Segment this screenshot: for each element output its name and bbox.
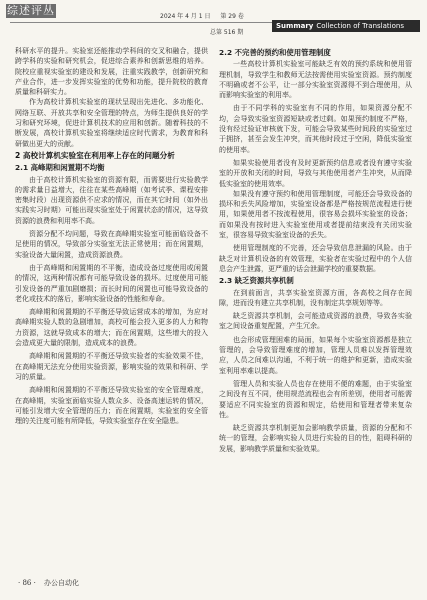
page-footer bbox=[18, 578, 79, 588]
issue-info bbox=[160, 11, 252, 20]
header-rule bbox=[10, 22, 272, 23]
subsection-heading: 2.1 高峰期和闲置期不均衡 bbox=[15, 163, 105, 173]
paragraph: 由于高校计算机实验室的资源有限，而需要进行实验教学的需求量日益增大，往往在某些高峰期（如考试季、课程安排密集时段）出现资源供不应求的情况，而在其它时间（如外出实践实习时期）可能出现实验室处于闲置状态的情况，这导致资源的浪费和利用率不高。 bbox=[15, 175, 208, 225]
paragraph: 使用管理制度的不完善，还会导致信息泄漏的风险。由于缺乏对计算机设备的有效管理，实验者在实验过程中的个人信息会产生泄露，更严重的话会泄漏学校的重要数据。 bbox=[219, 244, 412, 273]
section-heading: 2 高校计算机实验室在利用率上存在的问题分析 bbox=[15, 150, 175, 160]
section-banner-subtitle: Collection of Translations bbox=[316, 22, 404, 30]
right-column bbox=[219, 46, 412, 454]
subsection-heading: 2.3 缺乏资源共享机制 bbox=[219, 276, 294, 286]
paragraph: 由于不同学科的实验室有不同的作用，如果资源分配不均，会导致实验室资源短缺或者过剩。如果预约制度不严格，没有经过验证审核就下发，可能会导致某些时间段的实验室过于拥挤，甚至会发生冲突，而其他时段过于空闲，降低实验室的使用率。 bbox=[219, 104, 412, 154]
page-header bbox=[0, 0, 427, 42]
left-column bbox=[15, 46, 208, 426]
section-banner-title: Summary bbox=[276, 22, 314, 30]
paragraph: 高峰期和闲置期的不平衡还导致实验者的实验效果不佳，在高峰期无法充分使用实验资源，影响实验的效果和科研、学习的质量。 bbox=[15, 352, 208, 381]
paragraph: 在到前面言，共享实验室资源方面，各高校之间存在间隙，进而没有建立共享机制，没有制定共享规划等等。 bbox=[219, 288, 412, 307]
issue-volume: 第 29 卷 bbox=[220, 13, 244, 20]
paragraph: 缺乏资源共享机制更加会影响教学质量，资源的分配和不统一的管理，会影响实验人员进行实验的目的性，阻碍科研的发展，影响教学质量和实验效果。 bbox=[219, 424, 412, 453]
paragraph: 高峰期和闲置期的不平衡还导致运营成本的增加，为应对高峰期实验人数的急剧增加，高校可能会投入更多的人力和物力资源，这就导致成本的增大；而在闲置期，这些增大的投入会造成更大量的限制，造成成本的浪费。 bbox=[15, 308, 208, 348]
paragraph: 资源分配不均问题，导致在高峰期实验室可能面临设备不足使用的情况，导致部分实验室无法正常使用；而在闲置期，实验设备大量闲置，造成资源浪费。 bbox=[15, 230, 208, 259]
paragraph: 也会形成管理困难的局面，如果每个实验室资源都是独立管理的，会导致管理难度的增加，管理人员难以发挥管理效应，人员之间难以沟通，不利于统一的维护和更新，造成实验室利用率难以提高。 bbox=[219, 335, 412, 375]
paragraph: 缺乏资源共享机制，会可能造成资源的浪费，导致各实验室之间设备重复配置，产生冗余。 bbox=[219, 312, 412, 331]
paragraph: 作为高校计算机实验室的现状呈现出先进化、多功能化、网络互联、开放共享和安全管理的特点，为师生提供良好的学习和研究环境，促进计算机技术的应用和创新。随着科技的不断发展，高校计算机实验室将继续适应时代需求，为教育和科研做出更大的贡献。 bbox=[15, 98, 208, 148]
paragraph: 如果实验使用者没有及时更新预约信息或者没有遵守实验室的开放和关闭的时间，导致与其他使用者产生冲突，从而降低实验室的使用效率。 bbox=[219, 158, 412, 188]
paragraph: 科研水平的提升。实验室还能推动学科间的交叉和融合，提供跨学科的实验和研究机会，促进综合素养和创新思维的培养。院校应重视实验室的建设和发展，注重实践教学，创新研究和产业合作，进一步发挥实验室的优势和功能，提升院校的教育质量和科研实力。 bbox=[15, 47, 208, 97]
journal-name: 办公自动化 bbox=[44, 579, 80, 587]
paragraph: 管理人员和实验人员也存在使用不便的难题，由于实验室之间没有互不同，使用规范流程也会有所差别，使用者可能需要适应不同实验室的资源和规定，给使用和管理者带来复杂性。 bbox=[219, 379, 412, 419]
subsection-heading: 2.2 不完善的预约和使用管理制度 bbox=[219, 48, 331, 57]
total-issue: 总第 516 期 bbox=[210, 29, 244, 36]
page-number: · 86 · bbox=[18, 579, 36, 587]
paragraph: 一些高校计算机实验室可能缺乏有效的预约系统和使用管理机制，导致学生和教师无法按需使用实验室资源。预约制度不明确或者不公平，让一部分实验室资源得不到合理使用，从而影响实验室的利用率。 bbox=[219, 60, 412, 100]
issue-date: 2024 年 4 月 1 日 bbox=[160, 13, 211, 20]
paragraph: 由于高峰期和闲置期的不平衡，造成设备过度使用或闲置的情况，这两种情况都有可能导致设备的损坏。过度使用可能引发设备的严重加剧磨损；而长时间的闲置也可能导致设备的老化或技术的落后，影响实验设备的性能和寿命。 bbox=[15, 263, 208, 303]
section-banner bbox=[272, 20, 420, 32]
column-tag: 综述评丛 bbox=[7, 4, 55, 17]
paragraph: 如果没有遵守预约和使用管理制度，可能还会导致设备的损坏和丢失风险增加，实验室设备都是严格按规范流程进行使用，如果使用者不按流程使用，很容易会损坏实验室的设备；而如果没有按时进入实验室使用或者提前结束没有关闭实验室，很容易导致实验室设备的丢失。 bbox=[219, 189, 412, 240]
paragraph: 高峰期和闲置期的不平衡还导致实验室的安全管理难度，在高峰期，实验室面临实验人数众多、设备高速运转的情况，可能引发增大安全管理的压力；而在闲置期，实验室的安全管理的关注度可能有所降低，导致实验室存在安全隐患。 bbox=[15, 386, 208, 426]
